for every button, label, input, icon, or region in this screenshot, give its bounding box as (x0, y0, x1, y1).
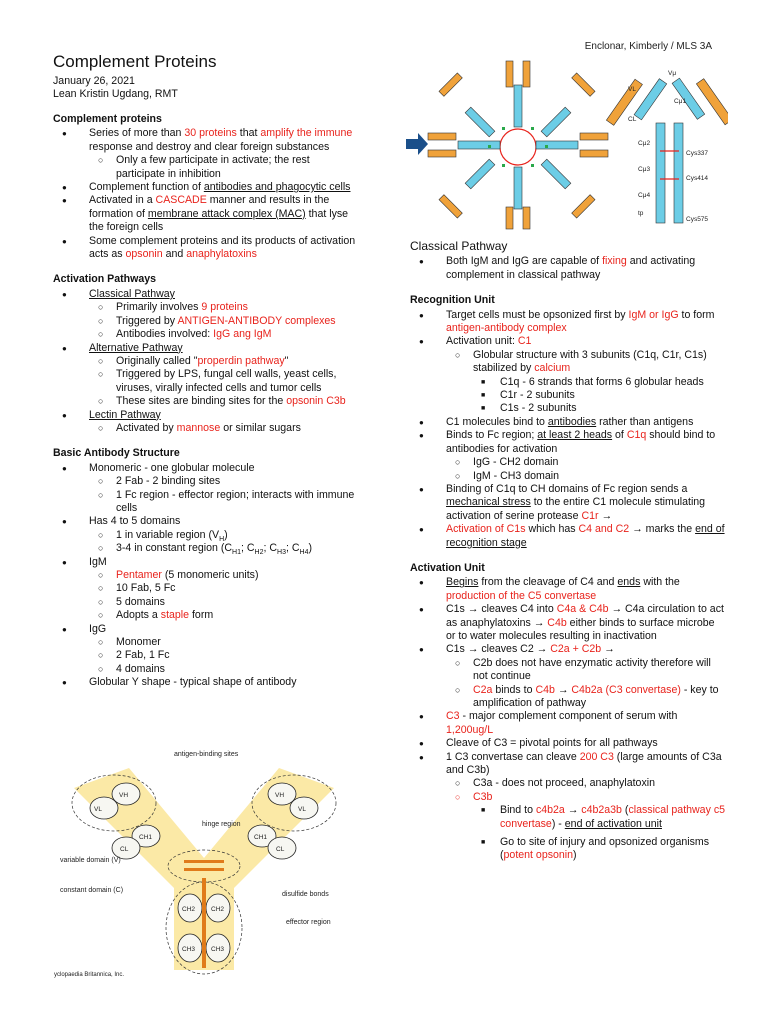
list-item: ○ C3a - does not proceed, anaphylatoxin (446, 777, 726, 790)
list-item: ○ Triggered by ANTIGEN-ANTIBODY complexes (89, 315, 358, 328)
classical-pathway-list (410, 255, 726, 282)
list-item: ○ C2b does not have enzymatic activity therefore will not continue (446, 657, 726, 684)
label-constant-domain: constant domain (C) (60, 887, 124, 894)
label-cmu1: Cμ1 (674, 98, 687, 105)
label-cmu4: Cμ4 (638, 192, 651, 199)
section-heading-activation-pathways: Activation Pathways (53, 273, 157, 286)
list-item: ● IgG ○ Monomer ○ 2 Fab, 1 Fc ○ 4 domains (53, 623, 358, 677)
list-item: ○ Antibodies involved: IgG ang IgM (89, 328, 358, 341)
label-variable-domain: variable domain (V) (60, 857, 121, 864)
list-item: ● Activated in a CASCADE manner and results in the formation of membrane attack complex (MAC) that lyse the foreign cells (53, 194, 358, 234)
domain-label: CL (120, 846, 129, 853)
list-item: ● Monomeric - one globular molecule ○ 2 Fab - 2 binding sites ○ 1 Fc region - effector region; interacts with immune cells (53, 462, 358, 516)
list-item: ■ Go to site of injury and opsonized organisms (potent opsonin) (473, 836, 726, 863)
label-cmu3: Cμ3 (638, 166, 651, 173)
list-item: ○ 3-4 in constant region ($C_{H1}$; $C_{H2}$; $C_{H3}$; $C_{H4}$) (89, 542, 358, 555)
section-heading-classical-pathway: Classical Pathway (410, 239, 508, 253)
list-item: ● Target cells must be opsonized first by IgM or IgG to form antigen-antibody complex (410, 309, 726, 336)
list-item: ● Activation of C1s which has C4 and C2 → marks the end of recognition stage (410, 523, 726, 550)
list-item: ● Cleave of C3 = pivotal points for all pathways (410, 737, 726, 750)
list-item: ○ Only a few participate in activate; the rest participate in inhibition (89, 154, 358, 181)
right-column (410, 240, 726, 863)
list-item: ○ Adopts a staple form (89, 609, 358, 622)
list-item: ● Both IgM and IgG are capable of fixing and activating complement in classical pathway (410, 255, 726, 282)
list-item: ● Binds to Fc region; at least 2 heads of C1q should bind to antibodies for activation ○ IgG - CH2 domain ○ IgM - CH3 domain (410, 429, 726, 483)
list-item: ○ 2 Fab - 2 binding sites (89, 475, 358, 488)
domain-label: CH2 (182, 906, 196, 913)
list-item: ● C1 molecules bind to antibodies rather than antigens (410, 416, 726, 429)
list-item: ○ These sites are binding sites for the opsonin C3b (89, 395, 358, 408)
document-header-author: Enclonar, Kimberly / MLS 3A (584, 41, 712, 52)
domain-label: CH1 (254, 834, 268, 841)
list-item: ■ Bind to c4b2a → c4b2a3b (classical pathway c5 convertase) - end of activation unit (473, 804, 726, 831)
list-item: ○ C2a binds to C4b → C4b2a (C3 convertase) - key to amplification of pathway (446, 684, 726, 711)
label-antigen-binding-sites: antigen-binding sites (174, 751, 239, 758)
list-item: ○ 5 domains (89, 596, 358, 609)
label-cys414: Cys414 (686, 175, 709, 182)
antibody-y-structure-figure (54, 748, 354, 978)
domain-label: VL (298, 806, 306, 813)
document-author: Lean Kristin Ugdang, RMT (53, 88, 178, 100)
list-item: ○ 1 in variable region $(V_H)$ (89, 529, 358, 542)
label-cl: CL (628, 116, 637, 123)
list-item: ○ 4 domains (89, 663, 358, 676)
list-item: ● Some complement proteins and its products of activation acts as opsonin and anaphylatoxins (53, 235, 358, 262)
list-item: ● Complement function of antibodies and phagocytic cells (53, 181, 358, 194)
list-item: ○ IgG - CH2 domain (446, 456, 726, 469)
list-item: ○ Activated by mannose or similar sugars (89, 422, 358, 435)
list-item: ● IgM ○ Pentamer (5 monomeric units) ○ 10 Fab, 5 Fc ○ 5 domains ○ Adopts a staple form (53, 556, 358, 623)
document-title: Complement Proteins (53, 52, 217, 71)
label-disulfide-bonds: disulfide bonds (282, 891, 329, 898)
label-tp: tp (638, 210, 644, 217)
list-item: ○ Globular structure with 3 subunits (C1q, C1r, C1s) stabilized by calcium ■ C1q - 6 strands that forms 6 globular heads ■ C1r - 2 subunits ■ C1s - 2 subunits (446, 349, 726, 416)
list-item: ● 1 C3 convertase can cleave 200 C3 (large amounts of C3a and C3b) ○ C3a - does not proceed, anaphylatoxin ○ C3b ■ Bind to c4b2a → c4b2a3b (classical pathway c5 convertase) - end of activation unit ■ Go to site of injury and opsonized organisms (potent opsonin) (410, 751, 726, 863)
label-cys337: Cys337 (686, 150, 709, 157)
label-vl: VL (628, 86, 636, 93)
complement-proteins-list (53, 127, 358, 261)
list-item: ■ C1s - 2 subunits (473, 402, 726, 415)
arrow-right-icon (406, 133, 428, 155)
list-item: ● Binding of C1q to CH domains of Fc region sends a mechanical stress to the entire C1 molecule stimulating activation of serine protease C1r → (410, 483, 726, 523)
list-item: ○ Monomer (89, 636, 358, 649)
domain-label: VH (275, 792, 285, 799)
activation-pathways-list (53, 288, 358, 435)
list-item: ○ Triggered by LPS, fungal cell walls, yeast cells, viruses, virally infected cells and tumor cells (89, 368, 358, 395)
domain-label: CH3 (182, 946, 196, 953)
list-item: ■ C1q - 6 strands that forms 6 globular heads (473, 376, 726, 389)
list-item: ● Classical Pathway ○ Primarily involves 9 proteins ○ Triggered by ANTIGEN-ANTIBODY complexes ○ Antibodies involved: IgG ang IgM (53, 288, 358, 342)
list-item: ● Globular Y shape - typical shape of antibody (53, 676, 358, 689)
label-vmu: Vμ (668, 70, 677, 77)
list-item: ○ Originally called "properdin pathway" (89, 355, 358, 368)
list-item: ● Begins from the cleavage of C4 and ends with the production of the C5 convertase (410, 576, 726, 603)
antibody-structure-list (53, 462, 358, 690)
list-item: ○ 10 Fab, 5 Fc (89, 582, 358, 595)
list-item: ● Activation unit: C1 ○ Globular structure with 3 subunits (C1q, C1r, C1s) stabilized by calcium ■ C1q - 6 strands that forms 6 globular heads ■ C1r - 2 subunits ■ C1s - 2 subunits (410, 335, 726, 415)
recognition-unit-list (410, 309, 726, 550)
label-cys575: Cys575 (686, 216, 709, 223)
section-heading-recognition-unit: Recognition Unit (410, 294, 495, 307)
list-item: ○ Pentamer (5 monomeric units) (89, 569, 358, 582)
list-item: ● Has 4 to 5 domains ○ 1 in variable region $(V_H)$ ○ 3-4 in constant region ($C_{H1}$; $C_{H2}$; $C_{H3}$; $C_{H4}$) (53, 515, 358, 555)
list-item: ● Lectin Pathway ○ Activated by mannose or similar sugars (53, 409, 358, 436)
section-heading-activation-unit: Activation Unit (410, 561, 485, 574)
activation-unit-list (410, 576, 726, 863)
list-item: ○ IgM - CH3 domain (446, 470, 726, 483)
igm-monomer-diagram (606, 78, 728, 223)
document-date: January 26, 2021 (53, 75, 135, 87)
list-item: ○ Primarily involves 9 proteins (89, 301, 358, 314)
list-item: ● C3 - major complement component of serum with 1,200ug/L (410, 710, 726, 737)
label-cmu2: Cμ2 (638, 140, 651, 147)
list-item: ○ 2 Fab, 1 Fc (89, 649, 358, 662)
list-item: ● C1s → cleaves C2 → C2a + C2b → ○ C2b does not have enzymatic activity therefore will not continue ○ C2a binds to C4b → C4b2a (C3 convertase) - key to amplification of pathway (410, 643, 726, 710)
list-item: ○ 1 Fc region - effector region; interacts with immune cells (89, 489, 358, 516)
domain-label: CL (276, 846, 285, 853)
domain-label: VL (94, 806, 102, 813)
list-item: ● C1s → cleaves C4 into C4a & C4b → C4a circulation to act as anaphylatoxins → C4b either binds to surface microbe or to water molecules resulting in inactivation (410, 603, 726, 643)
list-item: ● Series of more than 30 proteins that amplify the immune response and destroy and clear foreign substances ○ Only a few participate in activate; the rest participate in inhibition (53, 127, 358, 181)
section-heading-basic-antibody-structure: Basic Antibody Structure (53, 447, 180, 460)
domain-label: CH2 (211, 906, 225, 913)
list-item: ○ C3b ■ Bind to c4b2a → c4b2a3b (classical pathway c5 convertase) - end of activation unit ■ Go to site of injury and opsonized organisms (potent opsonin) (446, 791, 726, 863)
section-heading-complement-proteins: Complement proteins (53, 113, 162, 125)
figure-credit: yclopaedia Britannica, Inc. (54, 972, 125, 978)
label-effector-region: effector region (286, 919, 331, 926)
list-item: ● Alternative Pathway ○ Originally called "properdin pathway" ○ Triggered by LPS, fungal cell walls, yeast cells, viruses, virally infected cells and tumor cells ○ These sites are binding sites for the opsonin C3b (53, 342, 358, 409)
domain-label: VH (119, 792, 129, 799)
domain-label: CH1 (139, 834, 153, 841)
label-hinge-region: hinge region (202, 821, 241, 828)
list-item: ■ C1r - 2 subunits (473, 389, 726, 402)
igm-pentamer (428, 61, 608, 229)
igm-structure-figure (398, 55, 728, 233)
domain-label: CH3 (211, 946, 225, 953)
left-column (53, 52, 358, 690)
